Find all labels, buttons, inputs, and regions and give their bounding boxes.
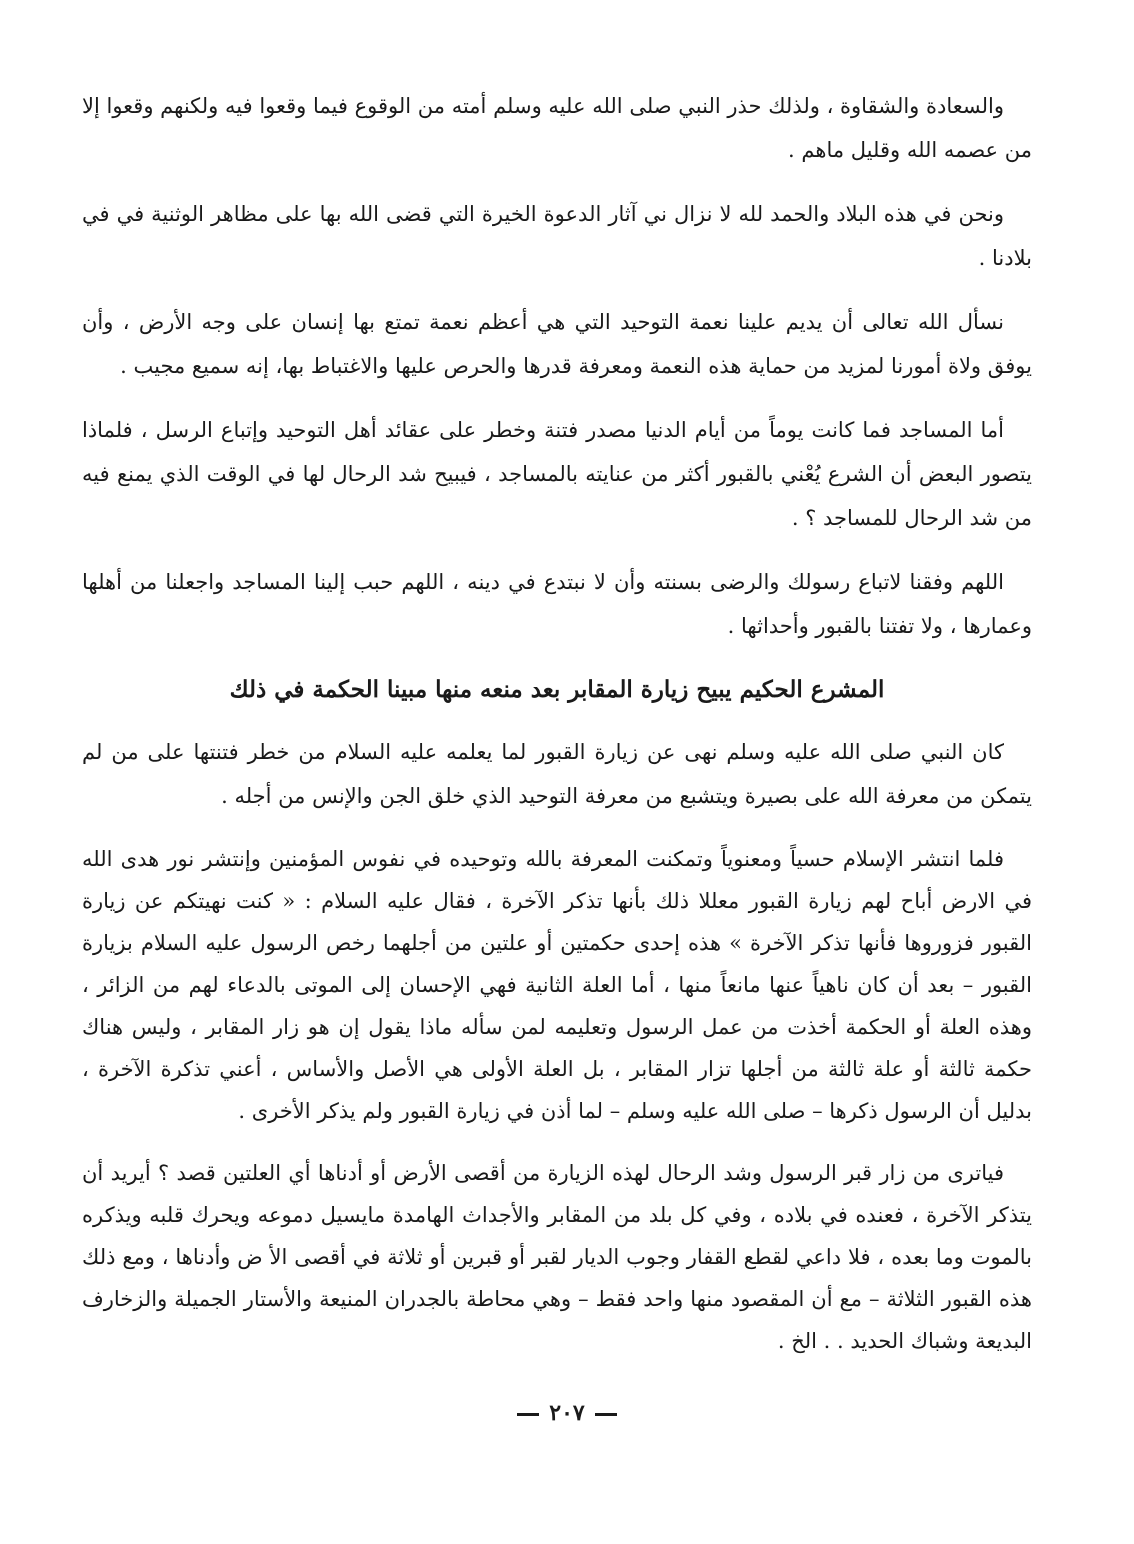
page-number [0,1400,1134,1426]
paragraph-3: نسأل الله تعالى أن يديم علينا نعمة التوحيد التي هي أعظم نعمة تمتع بها إنسان على وجه الأرض ، وأن يوفق ولاة أمورنا لمزيد من حماية هذه النعمة ومعرفة قدرها والحرص عليها والاغتباط بها، إنه سميع مجيب . [82,310,1032,378]
page-number-dash-right [595,1413,617,1416]
paragraph-5: اللهم وفقنا لاتباع رسولك والرضى بسنته وأن لا نبتدع في دينه ، اللهم حبب إلينا المساجد واجعلنا من أهلها وعمارها ، ولا تفتنا بالقبور وأحداثها . [82,570,1032,638]
paragraph-2: ونحن في هذه البلاد والحمد لله لا نزال ني آثار الدعوة الخيرة التي قضى الله بها على مظاهر الوثنية في في بلادنا . [82,202,1032,270]
paragraph-1: والسعادة والشقاوة ، ولذلك حذر النبي صلى الله عليه وسلم أمته من الوقوع فيما وقعوا فيه ولكنهم وقعوا إلا من عصمه الله وقليل ماهم . [82,94,1032,162]
section-paragraph-3: فياترى من زار قبر الرسول وشد الرحال لهذه الزيارة من أقصى الأرض أو أدناها أي العلتين قصد ؟ أيريد أن يتذكر الآخرة ، فعنده في بلاده ، وفي كل بلد من المقابر والأجداث الهامدة مايسيل دموعه ويحرك قلبه ويذكره بالموت وما بعده ، فلا داعي لقطع القفار وجوب الديار لقبر أو قبرين أو ثلاثة في أقصى الأ ض وأدناها ، ومع ذلك هذه القبور الثلاثة – مع أن المقصود منها واحد فقط – وهي محاطة بالجدران المنيعة والأستار الجميلة والزخارف البديعة وشباك الحديد . . الخ . [82,1161,1032,1353]
paragraph-4: أما المساجد فما كانت يوماً من أيام الدنيا مصدر فتنة وخطر على عقائد أهل التوحيد وإتباع الرسل ، فلماذا يتصور البعض أن الشرع يُعْني بالقبور أكثر من عنايته بالمساجد ، فيبيح شد الرحال لها في الوقت الذي يمنع فيه من شد الرحال للمساجد ؟ . [82,418,1032,530]
section-paragraph-1: كان النبي صلى الله عليه وسلم نهى عن زيارة القبور لما يعلمه عليه السلام من خطر فتنتها على من لم يتمكن من معرفة الله على بصيرة ويتشبع من معرفة التوحيد الذي خلق الجن والإنس من أجله . [82,740,1032,808]
body-text [82,84,1032,1382]
section-heading: المشرع الحكيم يبيح زيارة المقابر بعد منعه منها مبينا الحكمة في ذلك [229,676,885,703]
section-paragraph-2: فلما انتشر الإسلام حسياً ومعنوياً وتمكنت المعرفة بالله وتوحيده في نفوس المؤمنين وإنتشر نور هدى الله في الارض أباح لهم زيارة القبور معللا ذلك بأنها تذكر الآخرة ، فقال عليه السلام : « كنت نهيتكم عن زيارة القبور فزوروها فأنها تذكر الآخرة » هذه إحدى حكمتين أو علتين من أجلهما رخص الرسول عليه السلام بزيارة القبور – بعد أن كان ناهياً عنها مانعاً منها ، أما العلة الثانية فهي الإحسان إلى الموتى بالدعاء لهم من الزائر ، وهذه العلة أو الحكمة أخذت من عمل الرسول وتعليمه لمن سأله ماذا يقول إن هو زار المقابر ، وليس هناك حكمة ثالثة أو علة ثالثة من أجلها تزار المقابر ، بل العلة الأولى هي الأصل والأساس ، أعني تذكرة الآخرة ، بدليل أن الرسول ذكرها – صلى الله عليه وسلم – لما أذن في زيارة القبور ولم يذكر الأخرى . [82,847,1032,1123]
page-number-value: ٢٠٧ [549,1400,585,1426]
page-number-dash-left [517,1413,539,1416]
